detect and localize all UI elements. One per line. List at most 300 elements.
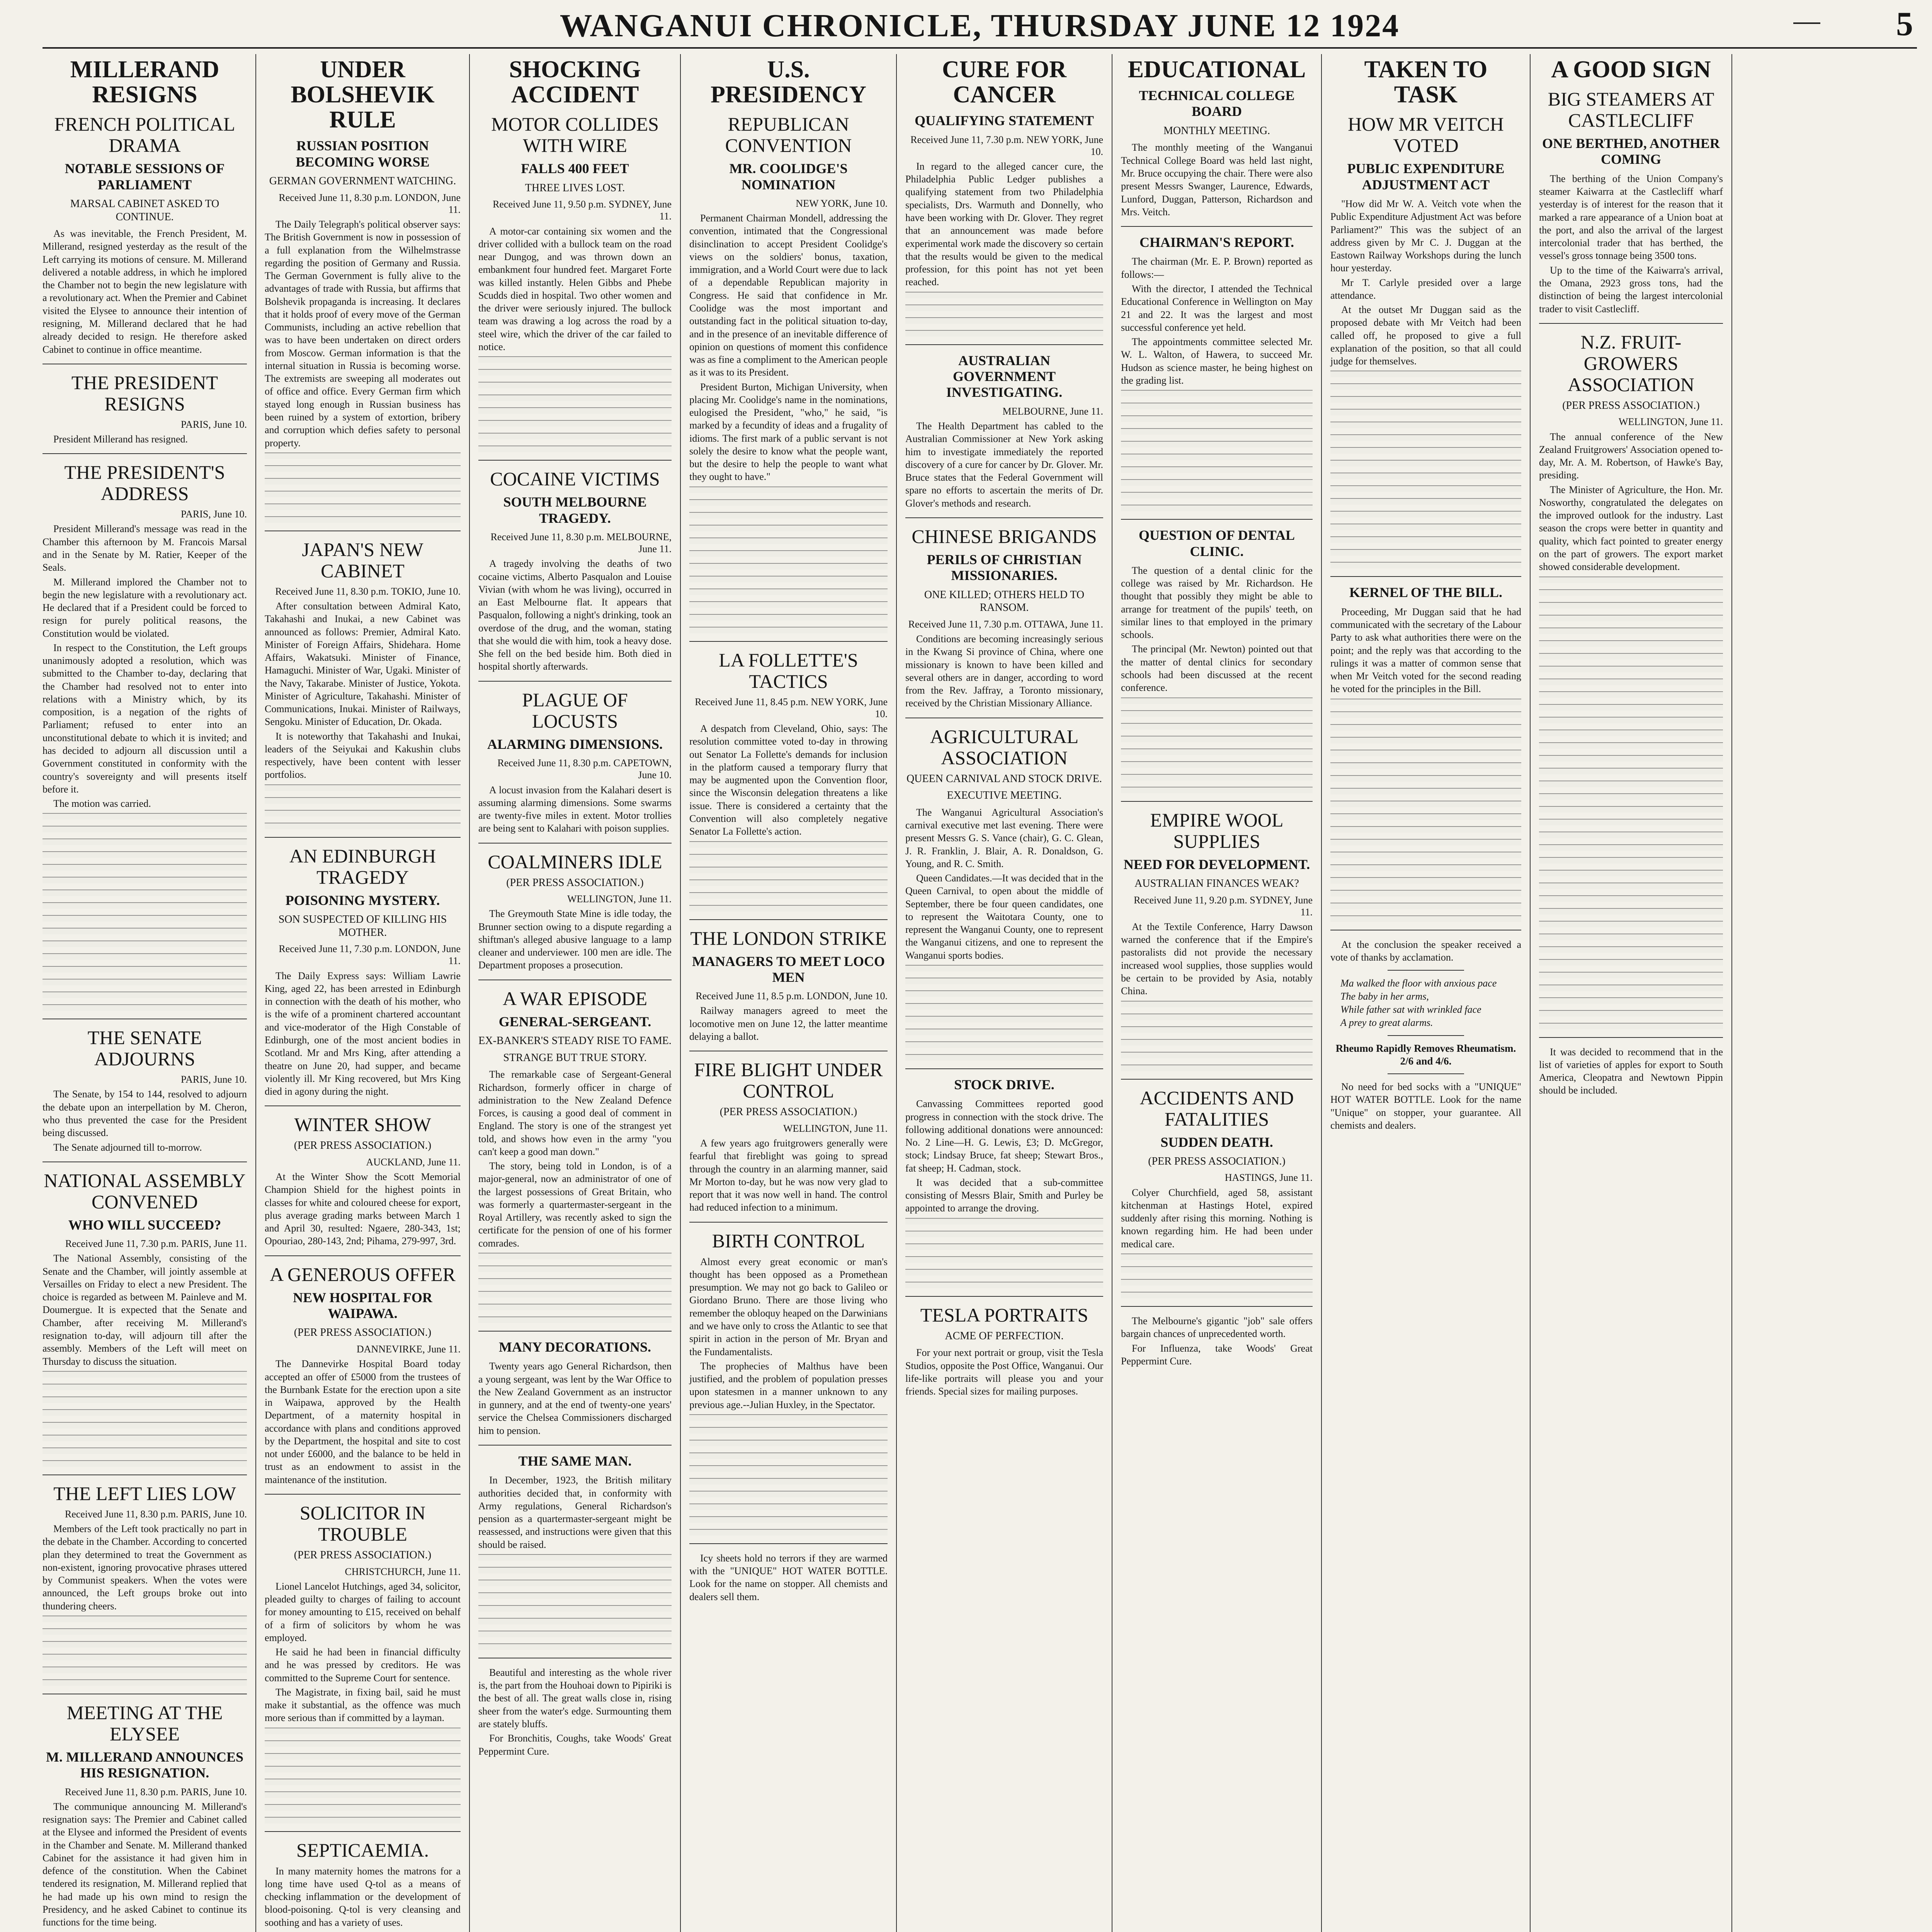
- story-continued-text: [1121, 390, 1313, 511]
- text-line: [43, 864, 247, 871]
- story-headline: SHOCKING ACCIDENT: [509, 56, 641, 108]
- story-dateline: Received June 11, 7.30 p.m. PARIS, June 11.: [65, 1238, 247, 1250]
- story-dateline: Received June 11, 7.30 p.m. OTTAWA, June 11.: [908, 618, 1103, 630]
- story-paragraph: For Bronchitis, Coughs, take Woods' Great Peppermint Cure.: [478, 1733, 672, 1757]
- text-line: [1539, 1023, 1723, 1029]
- story-paragraph: The principal (Mr. Newton) pointed out that the matter of dental clinics for secondary schools had been discussed at the recent conference.: [1121, 643, 1313, 694]
- column-rule: [265, 1255, 461, 1256]
- text-line: [1539, 844, 1723, 851]
- text-line: [43, 1435, 247, 1441]
- text-line: [43, 1667, 247, 1673]
- column-rule: [1121, 801, 1313, 802]
- story-subheadline: EMPIRE WOOL SUPPLIES: [1150, 809, 1284, 852]
- text-line: [1539, 589, 1723, 596]
- story-continued-text: [1539, 577, 1723, 1029]
- story-paragraph: After consultation between Admiral Kato, Takahashi and Inukai, a new Cabinet was announced as follows: Premier, Admiral Kato. Minister of Foreign Affairs, Shidehara. Home Affairs, Wakatsuki. Minister of Finance, Hamaguchi. Minister of War, Ugaki. Minister of the Navy, Takarabe. Minister of Justice, Yokota. Minister of Agriculture, Takahashi. Minister of Communications, Inukai. Minister of Railways, Sengoku. Minister of Education, Dr. Okada.: [265, 600, 461, 728]
- text-line: [1539, 666, 1723, 672]
- text-line: [1539, 908, 1723, 915]
- text-line: [1330, 536, 1521, 543]
- story-subheadline: THE LEFT LIES LOW: [53, 1482, 236, 1504]
- story-subheadline: COALMINERS IDLE: [488, 850, 662, 872]
- text-line: [1121, 479, 1313, 486]
- story-subheadline: HOW MR VEITCH VOTED: [1348, 113, 1504, 156]
- text-line: [478, 1265, 672, 1272]
- story-paragraph: The Melbourne's gigantic "job" sale offers bargain chances of unprecedented worth.: [1121, 1315, 1313, 1340]
- story-continued-text: [265, 784, 461, 829]
- text-line: [1121, 1001, 1313, 1007]
- column-rule: [265, 1105, 461, 1106]
- text-line: [1539, 730, 1723, 736]
- story-paragraph: M. Millerand implored the Chamber not to begin the new legislature with a revolutionary act. He declared that if a President could be forced to resign for purely political reasons, the Constitution would be violated.: [43, 576, 247, 639]
- text-line: [689, 879, 888, 886]
- column-7: [1321, 54, 1530, 1932]
- text-line: [1330, 801, 1521, 807]
- text-line: [1539, 1010, 1723, 1017]
- text-line: [265, 823, 461, 829]
- text-line: [265, 503, 461, 510]
- story-paragraph: A despatch from Cleveland, Ohio, says: The resolution committee voted to-day in throwing out Senator La Follette's demands for inclusion in the platform caused a temporary flurry that may be augmented upon the Convention floor, since the Wisconsin delegation threatens a like issue. There is considered a certainty that the Convention will also completely negative Senator La Follette's action.: [689, 723, 888, 837]
- column-rule: [689, 641, 888, 642]
- story-paragraph: Permanent Chairman Mondell, addressing the convention, intimated that the Congressional disinclination to accept President Coolidge's views on the soldiers' bonus, taxation, immigration, and a World Court were due to lack of a dependable Republican majority in Congress. He said that confidence in Mr. Coolidge was the most important and outstanding fact in the political situation to-day, and in the presence of an inevitable difference of opinion on questions of moment this confidence was as fine a compliment to the American people as it was to its President.: [689, 213, 888, 378]
- story-paragraph: A locust invasion from the Kalahari desert is assuming alarming dimensions. Some swarms are twenty-five miles in extent. Motor trollies are being sent to Kalahari with poison supplies.: [478, 784, 672, 834]
- story-dateline: Received June 11, 9.50 p.m. SYDNEY, June 11.: [493, 199, 672, 222]
- text-line: [1121, 415, 1313, 422]
- text-line: [265, 516, 461, 523]
- masthead-title: WANGANUI CHRONICLE, THURSDAY JUNE 12 1924: [560, 8, 1400, 44]
- column-9: [1731, 54, 1917, 1932]
- text-line: [43, 953, 247, 960]
- column-rule: [1388, 970, 1464, 971]
- story-dateline: WELLINGTON, June 11.: [783, 1122, 888, 1134]
- text-line: [265, 784, 461, 791]
- story-headline: U.S. PRESIDENCY: [710, 56, 867, 108]
- story-minor-deck: STRANGE BUT TRUE STORY.: [503, 1051, 647, 1064]
- story-paragraph: Railway managers agreed to meet the locomotive men on June 12, the latter meantime delaying a ballot.: [689, 1005, 888, 1042]
- story-paragraph: In December, 1923, the British military authorities decided that, in conformity with Army regulations, General Richardson's pension as a quartermaster-sergeant might be reassessed, and instructions were given that this should be raised.: [478, 1475, 672, 1550]
- story-continued-text: [905, 1218, 1103, 1288]
- story-paragraph: Proceeding, Mr Duggan said that he had communicated with the secretary of the Labour Party to ask what authorities there were on the point; and the reply was that according to the rulings it was a matter of common sense that when Mr Veitch voted for the second reading he voted for the principles in the Bill.: [1330, 606, 1521, 695]
- story-deck: QUESTION OF DENTAL CLINIC.: [1138, 527, 1295, 559]
- text-line: [43, 826, 247, 832]
- text-line: [478, 356, 672, 363]
- text-line: [1330, 699, 1521, 705]
- story-continued-text: [905, 292, 1103, 337]
- story-paragraph: As was inevitable, the French President, M. Millerand, resigned yesterday as the result of the Left carrying its motions of censure. M. Millerand delivered a notable address, in which he implored the Chamber not to begin the new legislature with a revolutionary act. When the Premier and Cabinet visited the Elysee to announce their intention of resigning, M. Millerand declared that he had already decided to resign. He therefore asked Cabinet to continue in office meantime.: [43, 228, 247, 355]
- story-deck: CHAIRMAN'S REPORT.: [1139, 235, 1294, 250]
- text-line: [1539, 946, 1723, 953]
- text-line: [1539, 615, 1723, 621]
- story-paragraph: The Daily Telegraph's political observer says: The British Government is now in possession of a full explanation from the Wilhelmstrasse regarding the position of Germany and Russia. The German Government is fully alive to the advantages of trade with Russia, but affirms that Bolshevik propaganda is increasing. It declares that it holds proof of every move of the German Communists, including an active rebellion that was to have been undertaken on direct orders from Moscow. German information is that the internal situation in Russia is becoming worse. The extremists are sweeping all moderates out of office and office. Every German firm which stayed long enough in Russian business has been ruined by a system of extortion, bribery and corruption which defies safety to personal property.: [265, 219, 461, 449]
- story-paragraph: With the director, I attended the Technical Educational Conference in Wellington on May 21 and 22. It was the largest and most successful conference yet held.: [1121, 283, 1313, 333]
- text-line: [43, 902, 247, 909]
- story-deck: TECHNICAL COLLEGE BOARD: [1139, 88, 1295, 119]
- story-paragraph: At the Textile Conference, Harry Dawson warned the conference that if the Empire's pastoralists did not provide the necessary increased wool supplies, those supplies would be certain to be provided by Asia, notably China.: [1121, 921, 1313, 997]
- story-paragraph: At the conclusion the speaker received a vote of thanks by acclamation.: [1330, 939, 1521, 963]
- story-paragraph: The Dannevirke Hospital Board today accepted an offer of £5000 from the trustees of the Burnbank Estate for the erection upon a site in Waipawa, approved by the Health Department, of a maternity hospital in accordance with plans and conditions approved by the Department, the hospital and site to cost not under £6000, and the balance to be held in trust as an endowment to assist in the maintenance of the institution.: [265, 1358, 461, 1485]
- story-subheadline: CHINESE BRIGANDS: [912, 525, 1097, 547]
- story-paragraph: The Daily Express says: William Lawrie King, aged 22, has been arrested in Edinburgh in connection with the death of his mother, who is the wife of a prominent chartered accountant and vice-moderator of the High Constable of Edinburgh, one of the most ancient bodies in Scotland. Mr and Mrs King, after attending a theatre on June 20, had supper, and became violently ill. Mr King recovered, but Mrs King died in agony during the night.: [265, 970, 461, 1097]
- story-paragraph: The Senate adjourned till to-morrow.: [53, 1141, 202, 1153]
- text-line: [1330, 485, 1521, 492]
- text-line: [1539, 640, 1723, 647]
- text-line: [478, 1618, 672, 1624]
- column-rule: [1388, 1035, 1464, 1036]
- story-continued-text: [1121, 697, 1313, 793]
- text-line: [1539, 653, 1723, 660]
- story-subheadline: TESLA PORTRAITS: [920, 1304, 1088, 1326]
- advert-rheumo: Rheumo Rapidly Removes Rheumatism. 2/6 and 4/6.: [1335, 1043, 1516, 1067]
- story-minor-deck: MONTHLY MEETING.: [1163, 124, 1270, 137]
- text-line: [1539, 883, 1723, 889]
- poem-line: While father sat with wrinkled face: [1340, 1003, 1481, 1015]
- story-paragraph: The monthly meeting of the Wanganui Technical College Board was held last night, Mr. Bruce occupying the chair. There were also present Messrs Swanger, Laurence, Edwards, Lunford, Duggan, Patterson, Richardson and Mrs. Veitch.: [1121, 142, 1313, 218]
- story-paragraph: It is noteworthy that Takahashi and Inukai, leaders of the Seiyukai and Kakushin clubs respectively, have been content with lesser portfolios.: [265, 730, 461, 781]
- text-line: [1539, 691, 1723, 698]
- text-line: [689, 525, 888, 531]
- story-paragraph: Canvassing Committees reported good progress in connection with the stock drive. The following additional donations were announced: No. 2 Line—H. G. Lewis, £3; D. McGregor, stock; Lindsay Bruce, fat sheep; Stewart Bros., fat sheep; H. Cadman, stock.: [905, 1098, 1103, 1174]
- story-deck: NOTABLE SESSIONS OF PARLIAMENT: [65, 161, 225, 192]
- text-line: [43, 838, 247, 845]
- story-paragraph: It was decided to recommend that in the list of varieties of apples for export to South America, Cleopatra and Newtown Pippin should be included.: [1539, 1046, 1723, 1096]
- text-line: [1330, 447, 1521, 454]
- story-paragraph: A motor-car containing six women and the driver collided with a bullock team on the road near Dungog, and was thrown down an embankment four hundred feet. Margaret Forte was killed instantly. Helen Gibbs and Phebe Scudds died in hospital. Two other women and the driver were seriously injured. The bullock team was drawing a log across the road by a steel wire, which the driver of the car failed to notice.: [478, 225, 672, 352]
- masthead: [43, 0, 1917, 49]
- story-dateline: MELBOURNE, June 11.: [1002, 405, 1103, 417]
- text-line: [478, 1278, 672, 1285]
- story-paragraph: The annual conference of the New Zealand Fruitgrowers' Association opened to-day, Mr. A. M. Robertson, of Hawke's Bay, presiding.: [1539, 431, 1723, 481]
- story-deck: AUSTRALIAN GOVERNMENT INVESTIGATING.: [946, 352, 1063, 400]
- text-line: [1121, 697, 1313, 704]
- text-line: [1330, 813, 1521, 820]
- text-line: [689, 601, 888, 608]
- story-minor-deck: (PER PRESS ASSOCIATION.): [1562, 399, 1700, 412]
- text-line: [1330, 434, 1521, 441]
- text-line: [689, 563, 888, 570]
- text-line: [1539, 781, 1723, 787]
- story-deck: QUALIFYING STATEMENT: [915, 113, 1094, 129]
- text-line: [1330, 762, 1521, 769]
- column-rule: [1121, 1306, 1313, 1307]
- story-deck: THE SAME MAN.: [518, 1453, 632, 1469]
- story-continued-text: [1330, 699, 1521, 922]
- story-dateline: Received June 11, 9.20 p.m. SYDNEY, June 11.: [1134, 894, 1313, 918]
- text-line: [905, 965, 1103, 971]
- story-dateline: Received June 11, 7.30 p.m. LONDON, June 11.: [279, 943, 461, 967]
- story-deck: GENERAL-SERGEANT.: [498, 1014, 651, 1029]
- text-line: [1539, 895, 1723, 902]
- columns: [43, 54, 1917, 1932]
- text-line: [689, 1427, 888, 1434]
- text-line: [689, 512, 888, 519]
- story-minor-deck: ONE KILLED; OTHERS HELD TO RANSOM.: [924, 588, 1085, 614]
- story-paragraph: Up to the time of the Kaiwarra's arrival, the Omana, 2923 gross tons, had the distinction of being the largest intercolonial trader to visit Castlecliff.: [1539, 264, 1723, 315]
- story-subheadline: AGRICULTURAL ASSOCIATION: [930, 725, 1079, 769]
- text-line: [1330, 877, 1521, 884]
- story-minor-deck: ACME OF PERFECTION.: [945, 1330, 1064, 1342]
- story-continued-text: [689, 841, 888, 912]
- text-line: [1539, 704, 1723, 711]
- text-line: [1121, 1065, 1313, 1071]
- text-line: [1539, 819, 1723, 825]
- story-dateline: AUCKLAND, June 11.: [366, 1156, 461, 1168]
- text-line: [1539, 972, 1723, 978]
- text-line: [1539, 742, 1723, 749]
- text-line: [43, 1396, 247, 1403]
- text-line: [1539, 870, 1723, 876]
- column-rule: [689, 1222, 888, 1223]
- text-line: [1330, 788, 1521, 794]
- story-dateline: Received June 11, 8.30 p.m. LONDON, June 11.: [279, 192, 461, 215]
- text-line: [1330, 511, 1521, 517]
- story-dateline: Received June 11, 8.30 p.m. PARIS, June 10.: [65, 1508, 247, 1520]
- text-line: [478, 407, 672, 414]
- poem-line: The baby in her arms,: [1340, 991, 1429, 1002]
- text-line: [1330, 460, 1521, 466]
- text-line: [905, 1243, 1103, 1250]
- text-line: [1330, 852, 1521, 858]
- text-line: [1539, 755, 1723, 762]
- story-subheadline: THE SENATE ADJOURNS: [87, 1027, 202, 1070]
- story-paragraph: The Minister of Agriculture, the Hon. Mr. Nosworthy, congratulated the delegates on the improved outlook for the industry. Last season the crops were better in quantity and quality, which fact pointed to greater energy on the part of growers. The export market showed considerable development.: [1539, 484, 1723, 573]
- text-line: [1121, 787, 1313, 793]
- story-paragraph: In many maternity homes the matrons for a long time have used Q-tol as a means of checking inflammation or the development of blood-poisoning. Q-tol is very cleansing and soothing and has a variety of uses.: [265, 1865, 461, 1928]
- text-line: [478, 1316, 672, 1323]
- story-deck: ONE BERTHED, ANOTHER COMING: [1542, 136, 1720, 167]
- text-line: [478, 446, 672, 452]
- story-subheadline: BIRTH CONTROL: [712, 1230, 865, 1252]
- text-line: [905, 1041, 1103, 1048]
- story-minor-deck: QUEEN CARNIVAL AND STOCK DRIVE.: [906, 772, 1102, 785]
- text-line: [1121, 1292, 1313, 1298]
- story-paragraph: For your next portrait or group, visit the Tesla Studios, opposite the Post Office, Wanganui. Our life-like portraits will please you and your friends. Special sizes for mailing purposes.: [905, 1347, 1103, 1397]
- text-line: [905, 304, 1103, 311]
- story-headline: MILLERAND RESIGNS: [70, 56, 219, 108]
- text-line: [905, 1003, 1103, 1010]
- column-rule: [1539, 1037, 1723, 1038]
- story-deck: PERILS OF CHRISTIAN MISSIONARIES.: [927, 551, 1082, 583]
- story-subheadline: A GENEROUS OFFER: [270, 1263, 456, 1285]
- text-line: [1539, 832, 1723, 838]
- story-minor-deck: AUSTRALIAN FINANCES WEAK?: [1134, 877, 1299, 889]
- text-line: [1330, 750, 1521, 756]
- story-paragraph: The National Assembly, consisting of the Senate and the Chamber, will jointly assemble at Versailles on Friday to elect a new President. The choice is regarded as between M. Painleve and M. Doumergue. It is expected that the Senate and Chamber, after receiving M. Millerand's resignation to-day, will adjourn till after the assembly. Members of the Left will meet on Thursday to discuss the situation.: [43, 1253, 247, 1367]
- story-deck: STOCK DRIVE.: [954, 1077, 1054, 1092]
- text-line: [1121, 761, 1313, 768]
- text-line: [1330, 826, 1521, 833]
- text-line: [1539, 602, 1723, 609]
- story-deck: ALARMING DIMENSIONS.: [487, 736, 663, 752]
- text-line: [1330, 396, 1521, 403]
- text-line: [1539, 857, 1723, 864]
- story-paragraph: In respect to the Constitution, the Left groups unanimously adopted a resolution, which was submitted to the Chamber to-day, declaring that the Chamber had resolved not to enter into relations with a Ministry which, by its composition, is a negation of the rights of Parliament; refused to enter into an unconstitutional debate to which it is invited; and has decided to adjourn all discussion until a Government constituted in conformity with the country's sovereignty and will presents itself before it.: [43, 642, 247, 795]
- text-line: [689, 550, 888, 557]
- text-line: [1121, 1052, 1313, 1058]
- text-line: [478, 395, 672, 401]
- text-line: [1330, 383, 1521, 390]
- story-dateline: PARIS, June 10.: [181, 418, 247, 430]
- text-line: [43, 877, 247, 883]
- text-line: [1121, 1014, 1313, 1020]
- story-subheadline: BIG STEAMERS AT CASTLECLIFF: [1548, 88, 1714, 131]
- text-line: [265, 797, 461, 804]
- text-line: [689, 627, 888, 633]
- story-dateline: Received June 11, 7.30 p.m. NEW YORK, June 10.: [910, 134, 1103, 157]
- text-line: [1330, 711, 1521, 718]
- text-line: [689, 841, 888, 848]
- text-line: [43, 1409, 247, 1416]
- story-minor-deck: (PER PRESS ASSOCIATION.): [294, 1139, 432, 1152]
- story-dateline: NEW YORK, June 10.: [796, 197, 888, 209]
- text-line: [43, 1641, 247, 1648]
- story-continued-text: [43, 1616, 247, 1686]
- story-continued-text: [1330, 371, 1521, 568]
- text-line: [43, 992, 247, 998]
- story-deck: MANY DECORATIONS.: [498, 1339, 651, 1355]
- text-line: [43, 966, 247, 973]
- story-paragraph: The remarkable case of Sergeant-General Richardson, formerly officer in charge of administration to the New Zealand Defence Forces, is causing a good deal of comment in England. The story is one of the strangest yet told, and shows how even in the army "you can't keep a good man down.": [478, 1069, 672, 1157]
- story-subheadline: LA FOLLETTE'S TACTICS: [719, 649, 858, 692]
- text-line: [689, 1503, 888, 1510]
- column-rule: [265, 1831, 461, 1832]
- text-line: [905, 1016, 1103, 1022]
- poem-verse: [1340, 977, 1521, 1029]
- story-deck: M. MILLERAND ANNOUNCES HIS RESIGNATION.: [46, 1749, 244, 1781]
- text-line: [265, 452, 461, 459]
- text-line: [43, 1460, 247, 1467]
- story-deck: POISONING MYSTERY.: [285, 892, 440, 908]
- story-continued-text: [478, 356, 672, 452]
- column-4: [680, 54, 896, 1932]
- text-line: [265, 1740, 461, 1747]
- column-rule: [265, 1494, 461, 1495]
- text-line: [1121, 1026, 1313, 1033]
- column-8: [1530, 54, 1731, 1932]
- text-line: [1121, 492, 1313, 498]
- text-line: [689, 1491, 888, 1497]
- story-continued-text: [905, 965, 1103, 1061]
- story-dateline: Received June 11, 8.5 p.m. LONDON, June 10.: [696, 990, 888, 1002]
- text-line: [1121, 774, 1313, 781]
- story-dateline: WELLINGTON, June 11.: [567, 893, 672, 905]
- story-paragraph: Colyer Churchfield, aged 58, assistant kitchenman at Hastings Hotel, expired suddenly after rising this morning. Nothing is known regarding him. He had been under medical care.: [1121, 1187, 1313, 1250]
- text-line: [478, 420, 672, 427]
- story-continued-text: [43, 813, 247, 1011]
- story-subheadline: ACCIDENTS AND FATALITIES: [1139, 1087, 1294, 1130]
- story-subheadline: COCAINE VICTIMS: [490, 468, 660, 490]
- text-line: [905, 1218, 1103, 1225]
- masthead-dash: [1793, 22, 1820, 24]
- text-line: [43, 1422, 247, 1429]
- text-line: [1539, 934, 1723, 940]
- story-subheadline: N.Z. FRUIT-GROWERS ASSOCIATION: [1568, 331, 1694, 395]
- text-line: [689, 1465, 888, 1472]
- story-deck: NEED FOR DEVELOPMENT.: [1123, 856, 1310, 872]
- text-line: [478, 1253, 672, 1259]
- text-line: [43, 940, 247, 947]
- text-line: [905, 978, 1103, 984]
- text-line: [905, 1256, 1103, 1263]
- text-line: [689, 1478, 888, 1485]
- text-line: [478, 1605, 672, 1612]
- text-line: [1121, 1039, 1313, 1046]
- text-line: [265, 810, 461, 816]
- story-headline: TAKEN TO TASK: [1364, 56, 1488, 108]
- story-subheadline: AN EDINBURGH TRAGEDY: [289, 845, 436, 888]
- story-paragraph: The berthing of the Union Company's steamer Kaiwarra at the Castlecliff wharf yesterday is of interest for the reason that it marked a rare appearance of a Union boat at the port, and also the arrival of the largest intercolonial trader that has berthed, the vessel's gross tonnage being 3500 tons.: [1539, 173, 1723, 262]
- story-continued-text: [689, 486, 888, 633]
- poem-line: A prey to great alarms.: [1340, 1017, 1433, 1028]
- story-paragraph: A tragedy involving the deaths of two cocaine victims, Alberto Pasqualon and Louise Vivian (with whom he was living), occurred in an East Melbourne flat. It appears that Pasqualon, following a night's drinking, took an overdose of the drug, and the woman, stating that she would die with him, took a heavy dose. She fell on the bed beside him. Both died in hospital shortly afterwards.: [478, 558, 672, 672]
- text-line: [1539, 921, 1723, 927]
- column-rule: [1330, 576, 1521, 577]
- text-line: [43, 915, 247, 922]
- text-line: [1539, 717, 1723, 723]
- story-deck: NEW HOSPITAL FOR WAIPAWA.: [293, 1289, 432, 1321]
- story-subheadline: JAPAN'S NEW CABINET: [302, 538, 423, 582]
- text-line: [478, 1631, 672, 1637]
- text-line: [905, 330, 1103, 337]
- story-continued-text: [43, 1371, 247, 1467]
- story-paragraph: The communique announcing M. Millerand's resignation says: The Premier and Cabinet called at the Elysee and informed the President of events in the Chamber and Senate. M. Millerand thanked Cabinet for the assistance it had given him in defence of the constitution. When the Cabinet tendered its resignation, M. Millerand replied that he had made up his own mind to resign the Presidency, and he asked Cabinet to continue its functions for the time being.: [43, 1801, 247, 1928]
- story-paragraph: The prophecies of Malthus have been justified, and the problem of population presses upon statesmen in a manner unknown to any previous age.--Julian Huxley, in the Spectator.: [689, 1360, 888, 1410]
- text-line: [1539, 997, 1723, 1004]
- story-paragraph: The Health Department has cabled to the Australian Commissioner at New York asking him to investigate immediately the reported discovery of a cure for cancer by Dr. Glover. Mr. Bruce states that the Federal Government will spare no efforts to ascertain the merits of Dr. Glover's methods and research.: [905, 420, 1103, 509]
- story-deck: RUSSIAN POSITION BECOMING WORSE: [296, 138, 430, 170]
- story-subheadline: MOTOR COLLIDES WITH WIRE: [491, 113, 659, 156]
- text-line: [265, 1728, 461, 1734]
- column-rule: [905, 344, 1103, 345]
- text-line: [43, 1616, 247, 1622]
- text-line: [689, 588, 888, 595]
- text-line: [478, 433, 672, 439]
- text-line: [1330, 903, 1521, 909]
- story-deck: MANAGERS TO MEET LOCO MEN: [692, 953, 885, 985]
- column-rule: [265, 837, 461, 838]
- story-paragraph: The story, being told in London, is of a major-general, now an administrator of one of the largest possessions of Great Britain, who was formerly a quartermaster-sergeant in the Royal Artillery, was recently asked to sign the certificate for the pension of one of his former comrades.: [478, 1160, 672, 1249]
- text-line: [1121, 390, 1313, 396]
- story-continued-text: [265, 1728, 461, 1823]
- story-minor-deck: (PER PRESS ASSOCIATION.): [294, 1549, 432, 1561]
- story-subheadline: NATIONAL ASSEMBLY CONVENED: [44, 1169, 246, 1213]
- text-line: [478, 1580, 672, 1586]
- text-line: [1539, 628, 1723, 634]
- text-line: [1330, 524, 1521, 530]
- text-line: [905, 1269, 1103, 1276]
- story-paragraph: Beautiful and interesting as the whole river is, the part from the Houhoai down to Pipiriki is the best of all. The great walls close in, rising sheer from the water's edge. Surmounting them are stately bluffs.: [478, 1667, 672, 1730]
- story-subheadline: SOLICITOR IN TROUBLE: [299, 1502, 426, 1545]
- text-line: [43, 979, 247, 985]
- text-line: [905, 292, 1103, 298]
- column-rule: [1121, 226, 1313, 227]
- text-line: [905, 1029, 1103, 1035]
- advert-unique: No need for bed socks with a "UNIQUE" HOT WATER BOTTLE. Look for the name "Unique" on stopper, your guarantee. All chemists and dealers.: [1330, 1081, 1521, 1131]
- story-paragraph: Members of the Left took practically no part in the debate in the Chamber. According to concerted plan they determined to treat the Government as non-existent, ignoring provocative phrases uttered by Communist speakers. When the votes were announced, the Left groups broke out into thundering cheers.: [43, 1523, 247, 1612]
- story-deck: SUDDEN DEATH.: [1160, 1134, 1273, 1150]
- column-2: [255, 54, 469, 1932]
- text-line: [265, 491, 461, 497]
- text-line: [1121, 710, 1313, 717]
- column-rule: [478, 1445, 672, 1446]
- text-line: [1539, 959, 1723, 966]
- story-paragraph: A few years ago fruitgrowers generally were fearful that fireblight was going to spread through the country in an alarming manner, said Mr Morton to-day, but he was now very glad to report that it was now well in hand. The control had reduced infection to a minimum.: [689, 1138, 888, 1213]
- column-rule: [1388, 1073, 1464, 1074]
- story-paragraph: Icy sheets hold no terrors if they are warmed with the "UNIQUE" HOT WATER BOTTLE. Look for the name on stopper. All chemists and dealers sell them.: [689, 1552, 888, 1602]
- story-paragraph: The motion was carried.: [53, 798, 151, 810]
- story-minor-deck: GERMAN GOVERNMENT WATCHING.: [269, 175, 456, 187]
- column-rule: [478, 460, 672, 461]
- story-subheadline: REPUBLICAN CONVENTION: [725, 113, 852, 156]
- text-line: [1330, 737, 1521, 743]
